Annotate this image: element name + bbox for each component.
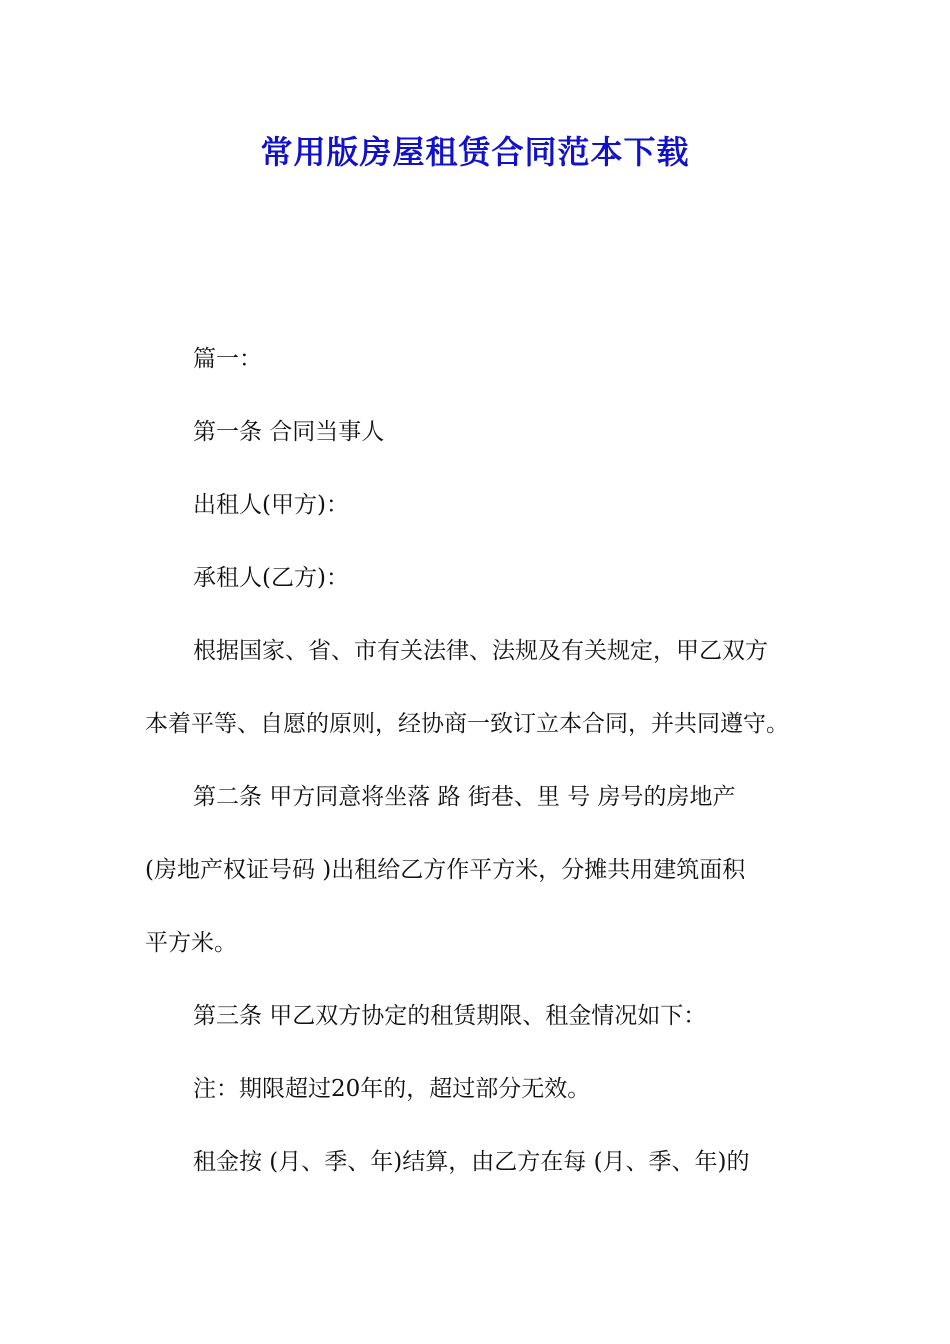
article-2-line-3: 平方米。: [145, 930, 237, 956]
lessor-line: 出租人(甲方)：: [193, 492, 349, 518]
term-note: 注：期限超过20年的，超过部分无效。: [193, 1076, 591, 1102]
preamble-line-1: 根据国家、省、市有关法律、法规及有关规定，甲乙双方: [193, 638, 768, 664]
article-1-heading: 第一条 合同当事人: [193, 419, 385, 445]
article-2-line-2: (房地产权证号码 )出租给乙方作平方米，分摊共用建筑面积: [145, 857, 746, 883]
preamble-line-2: 本着平等、自愿的原则，经协商一致订立本合同，并共同遵守。: [145, 711, 789, 737]
document-title: 常用版房屋租赁合同范本下载: [260, 133, 690, 171]
document-body: [145, 323, 810, 1199]
article-3-heading: 第三条 甲乙双方协定的租赁期限、租金情况如下：: [193, 1003, 707, 1029]
section-label: 篇一：: [193, 346, 262, 372]
article-2-line-1: 第二条 甲方同意将坐落 路 街巷、里 号 房号的房地产: [193, 784, 736, 810]
lessee-line: 承租人(乙方)：: [193, 565, 349, 591]
rent-settlement-line: 租金按 (月、季、年)结算，由乙方在每 (月、季、年)的: [193, 1149, 750, 1175]
